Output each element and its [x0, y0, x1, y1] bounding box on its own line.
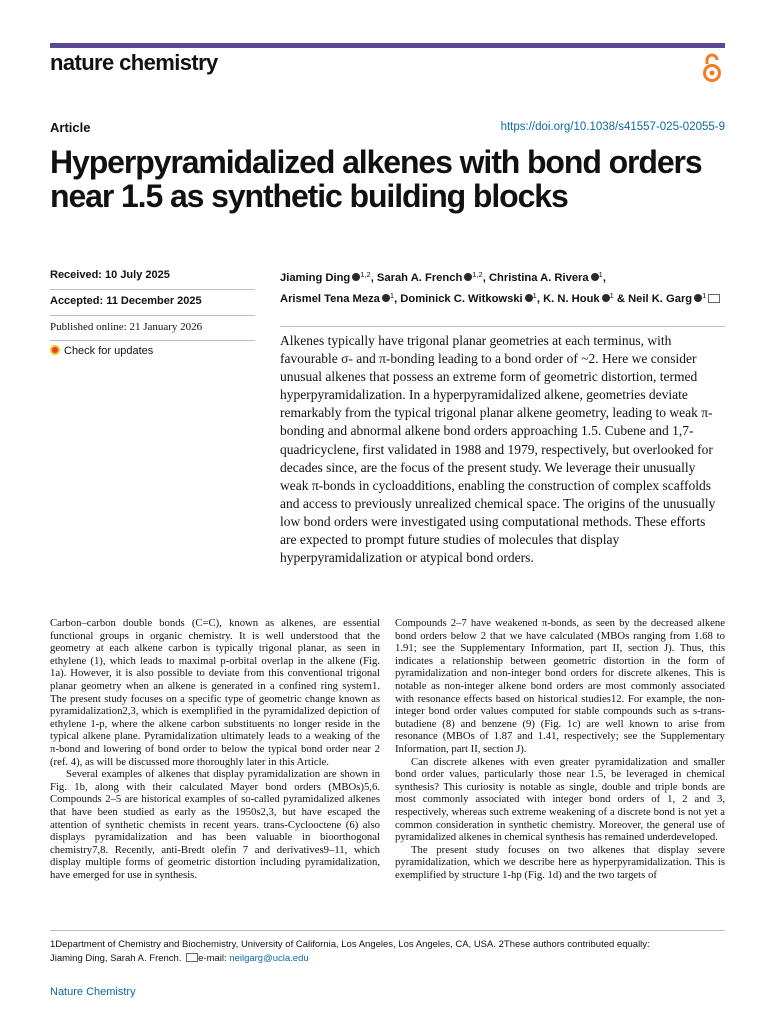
check-updates-label: Check for updates [64, 345, 154, 357]
orcid-icon[interactable] [602, 294, 610, 302]
footnote-divider [50, 930, 725, 931]
body-paragraph: Carbon–carbon double bonds (C=C), known as alkenes, are essential functional groups in organic chemistry. It is well understood that the geometry at each alkene carbon is typically trigonal planar, as seen in ethylene (1), which leads to maximal p-orbital overlap in the alkene (Fig. 1a). However, it is also possible to deviate from this conventional trigonal planar geometry when an alkene is generated in a confined ring system1. The present study focuses on a specific type of geometric change known as pyramidalization2,3, which is exemplified in the pyramidalized depiction of ethylene 1-p, where the alkene carbon substituents no longer reside in the typical alkene plane. Pyramidalization ultimately leads to a weaking of the π-bond and lowering of bond order to below the typical bond order near 2 (ref. 4), as will be discussed more thoroughly later in this Article. [50, 617, 380, 768]
affiliation-text: 1Department of Chemistry and Biochemistry, University of California, Los Angeles, Los Angeles, CA, USA. 2These authors contributed equally: [50, 939, 650, 950]
accepted-date: Accepted: 11 December 2025 [50, 295, 202, 307]
envelope-icon [186, 953, 198, 962]
received-date: Received: 10 July 2025 [50, 269, 170, 281]
meta-divider [50, 340, 255, 341]
header-accent-bar [50, 43, 725, 48]
contact-authors: Jiaming Ding, Sarah A. French. [50, 953, 182, 964]
journal-name: nature chemistry [50, 50, 218, 75]
check-updates-icon [50, 345, 60, 355]
author-name[interactable]: Dominick C. Witkowski $^1$ [400, 291, 537, 305]
author-name[interactable]: Jiaming Ding $^{1,2}$ [280, 270, 371, 284]
body-column-right [395, 617, 725, 881]
published-date: Published online: 21 January 2026 [50, 321, 203, 333]
body-paragraph: Can discrete alkenes with even greater pyramidalization and smaller bond order values, particularly those near 1.5, be leveraged in chemical synthesis? This curiosity is notable as single, double and triple bonds are most commonly associated with integer bond orders of 1, 2 and 3, respectively, whereas such extreme weakening of a discrete bond is not yet a common consideration in synthetic chemistry. Moreover, the general use of pyramidalized alkenes in chemical synthesis has remained underdeveloped. [395, 755, 725, 844]
author-list: Jiaming Ding $^{1,2}$, Sarah A. French $^{1,2}$, Christina A. Rivera $^1$, Arismel Tena Meza $^1$, Dominick C. Witkowski $^1$, K. N. Houk $^1$ & Neil K. Garg $^1$ [280, 266, 725, 308]
body-column-left [50, 617, 380, 881]
body-paragraph: Compounds 2–7 have weakened π-bonds, as seen by the decreased alkene bond orders below 2 that we have calculated (MBOs ranging from 1.68 to 1.91; see the Supplementary Information, part II, section J). Thus, this indicates a relationship between geometric distortion in the form of pyramidalization and non-integer bond orders for discrete alkenes. This is notable as non-integer alkene bond orders are most commonly associated with resonance effects based on historical studies12. For example, the non-integer bond order values computed for stable compounds such as s-trans-butadiene (8) and benzene (9) (Fig. 1c) are well known to arise from resonance (MBOs of 1.87 and 1.41, respectively; see the Supplementary Information, part II, section J). [395, 617, 725, 755]
email-link[interactable]: neilgarg@ucla.edu [229, 953, 309, 964]
orcid-icon[interactable] [382, 294, 390, 302]
body-paragraph: Several examples of alkenes that display pyramidalization are shown in Fig. 1b, along with their calculated Mayer bond orders (MBOs)5,6. Compounds 2–5 are historical examples of so-called pyramidalized alkenes that have been studied as early as the 1950s2,3, but have escaped the attention of synthetic chemists in recent years. trans-Cyclooctene (6) also displays pyramidalization and has been valuable in bioorthogonal chemistry7,8. Recently, anti-Bredt olefin 7 and derivatives9–11, which display multiple forms of geometric distortion including pyramidalization, have emerged for use in synthesis. [50, 768, 380, 881]
body-paragraph: The present study focuses on two alkenes that display severe pyramidalization, which we describe here as hyperpyramidalization. This is exemplified by structure 1-hp (Fig. 1d) and the two targets of [395, 843, 725, 881]
meta-divider [50, 315, 255, 316]
abstract: Alkenes typically have trigonal planar geometries at each terminus, with favourable σ- and π-bonding leading to a bond order of ~2. Here we consider unusual alkenes that possess an extreme form of geometric distortion, termed hyperpyramidalization. In a hyperpyramidalized alkene, geometries deviate remarkably from the typical trigonal planar alkene geometry, leading to weak π-bonding and abnormal alkene bond orders approaching 1.5. Cubene and 1,7-quadricyclene, first validated in 1988 and 1979, respectively, but overlooked for decades since, are the focus of the present study. We leverage their unusually weak π-bonds in cycloadditions, enabling the construction of complex scaffolds and access to previously unrealized chemical space. The origins of the unusually low bond orders were investigated using computational methods. These efforts are expected to prompt future studies of molecules that display hyperpyramidalization or atypical bond orders. [280, 333, 716, 566]
author-name[interactable]: Arismel Tena Meza $^1$ [280, 291, 395, 305]
orcid-icon[interactable] [525, 294, 533, 302]
open-access-icon [700, 52, 724, 84]
affiliation-footnote [50, 938, 725, 966]
check-for-updates-button[interactable] [50, 345, 153, 357]
footer-journal-link[interactable]: Nature Chemistry [50, 986, 136, 998]
corresponding-author-mail-icon[interactable] [708, 294, 720, 303]
author-name[interactable]: Christina A. Rivera $^1$ [488, 270, 603, 284]
meta-divider [50, 289, 255, 290]
doi-link[interactable]: https://doi.org/10.1038/s41557-025-02055-9 [500, 121, 725, 133]
article-title: Hyperpyramidalized alkenes with bond orders near 1.5 as synthetic building blocks [50, 144, 702, 214]
article-type-label: Article [50, 120, 91, 135]
orcid-icon[interactable] [591, 273, 599, 281]
orcid-icon[interactable] [694, 294, 702, 302]
author-name[interactable]: Sarah A. French $^{1,2}$ [376, 270, 483, 284]
author-name[interactable]: Neil K. Garg $^1$ [628, 293, 720, 305]
author-divider [280, 326, 725, 327]
email-label: e-mail: [198, 953, 227, 964]
author-name[interactable]: K. N. Houk $^1$ [543, 291, 614, 305]
